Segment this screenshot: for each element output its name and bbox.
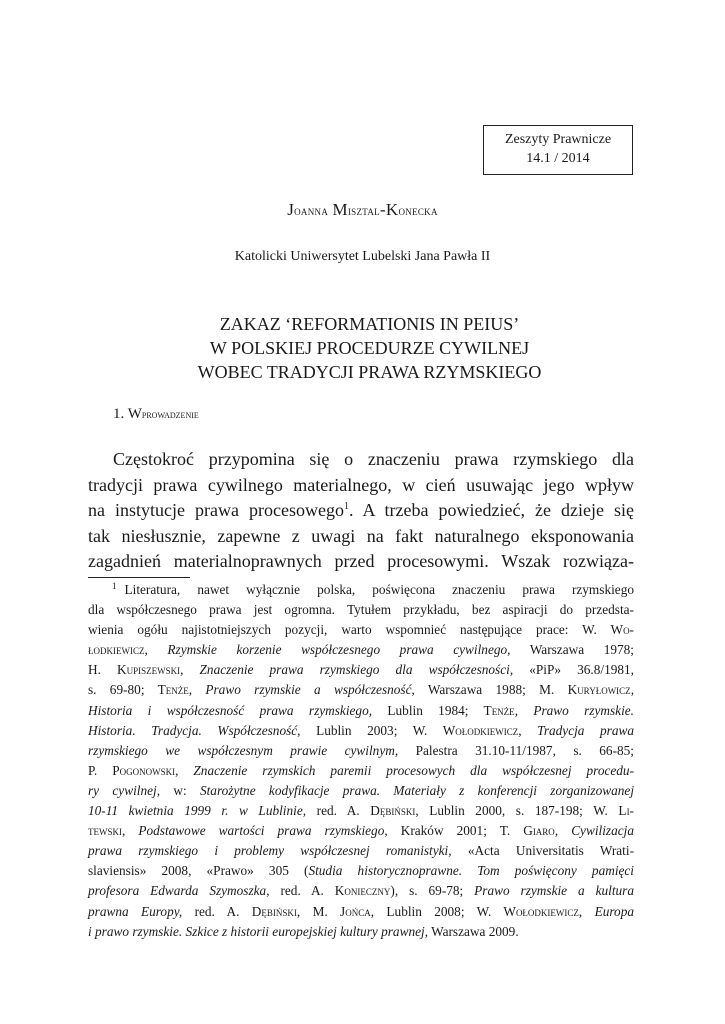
footnote-line: P. Pogonowski, Znaczenie rzymskich paremii procesowych dla współczesnej procedu- <box>88 762 634 778</box>
title-line-3: WOBEC TRADYCJI PRAWA RZYMSKIEGO <box>197 362 542 382</box>
footnote-line: tewski, Podstawowe wartości prawa rzymskiego, Kraków 2001; T. Giaro, Cywilizacja <box>88 823 634 839</box>
footnote <box>88 580 634 942</box>
footnote-reference[interactable]: 1 <box>343 501 349 513</box>
body-paragraph <box>88 447 634 575</box>
section-heading: 1. Wprowadzenie <box>113 406 199 422</box>
footnote-line: Historia i współczesność prawa rzymskiego, Lublin 1984; Tenże, Prawo rzymskie. <box>88 702 634 718</box>
footnote-mark: 1 <box>112 580 117 591</box>
footnote-line: prawa rzymskiego i problemy współczesnej romanistyki, «Acta Universitatis Wrati- <box>88 843 634 859</box>
title-line-1: ZAKAZ ‘REFORMATIONIS IN PEIUS’ <box>219 314 520 334</box>
footnote-line: łodkiewicz, Rzymskie korzenie współczesnego prawa cywilnego, Warszawa 1978; <box>88 642 634 658</box>
footnote-line: Historia. Tradycja. Współczesność, Lublin 2003; W. Wołodkiewicz, Tradycja prawa <box>88 722 634 738</box>
paragraph-line: tak niesłusznie, zapewne z uwagi na fakt naturalnego eksponowania <box>88 525 634 546</box>
title-line-2: W POLSKIEJ PROCEDURZE CYWILNEJ <box>209 338 530 358</box>
footnote-line: s. 69-80; Tenże, Prawo rzymskie a współczesność, Warszawa 1988; M. Kuryłowicz, <box>88 682 635 698</box>
author-name: Joanna Misztal-Konecka <box>287 200 438 219</box>
footnote-line: i prawo rzymskie. Szkice z historii europejskiej kultury prawnej, Warszawa 2009. <box>88 923 519 939</box>
footnote-line: rzymskiego we współczesnym prawie cywilnym, Palestra 31.10-11/1987, s. 66-85; <box>88 742 634 758</box>
footnote-line: slaviensis» 2008, «Prawo» 305 (Studia historycznoprawne. Tom poświęcony pamięci <box>88 863 635 879</box>
article-title <box>0 312 725 384</box>
journal-name: Zeszyty Prawnicze <box>504 132 612 147</box>
journal-issue: 14.1 / 2014 <box>526 151 590 166</box>
footnote-line: dla współczesnego prawa jest ogromna. Tytułem przykładu, bez aspiracji do przedsta- <box>88 602 634 618</box>
footnote-line: 10-11 kwietnia 1999 r. w Lublinie, red. A. Dębiński, Lublin 2000, s. 187-198; W. Li- <box>88 803 634 819</box>
footnote-line: H. Kupiszewski, Znaczenie prawa rzymskiego dla współczesności, «PiP» 36.8/1981, <box>88 662 634 678</box>
footnote-divider <box>88 577 190 578</box>
footnote-line: wienia ogółu najistotniejszych pozycji, warto wspomnieć następujące prace: W. Wo- <box>88 622 634 638</box>
footnote-line: profesora Edwarda Szymoszka, red. A. Konieczny), s. 69-78; Prawo rzymskie a kultura <box>88 883 634 899</box>
footnote-line: $^1$ Literatura, nawet wyłącznie polska, poświęcona znaczeniu prawa rzymskiego <box>112 580 634 597</box>
paragraph-line: tradycji prawa cywilnego materialnego, w cień usuwając jego wpływ <box>88 474 634 495</box>
paragraph-line: Częstokroć przypomina się o znaczeniu prawa rzymskiego dla <box>113 449 634 469</box>
paragraph-line: na instytucje prawa procesowego$^1$. A trzeba powiedzieć, że dzieje się <box>88 500 634 521</box>
paragraph-line: zagadnień materialnoprawnych przed procesowymi. Wszak rozwiąza- <box>88 551 634 572</box>
journal-issue-box <box>483 125 633 175</box>
footnote-line: ry cywilnej, w: Starożytne kodyfikacje prawa. Materiały z konferencji zorganizowanej <box>88 782 635 798</box>
footnote-line: prawna Europy, red. A. Dębiński, M. Jońca, Lublin 2008; W. Wołodkiewicz, Europa <box>88 903 635 919</box>
author-affiliation: Katolicki Uniwersytet Lubelski Jana Pawła II <box>234 249 491 264</box>
